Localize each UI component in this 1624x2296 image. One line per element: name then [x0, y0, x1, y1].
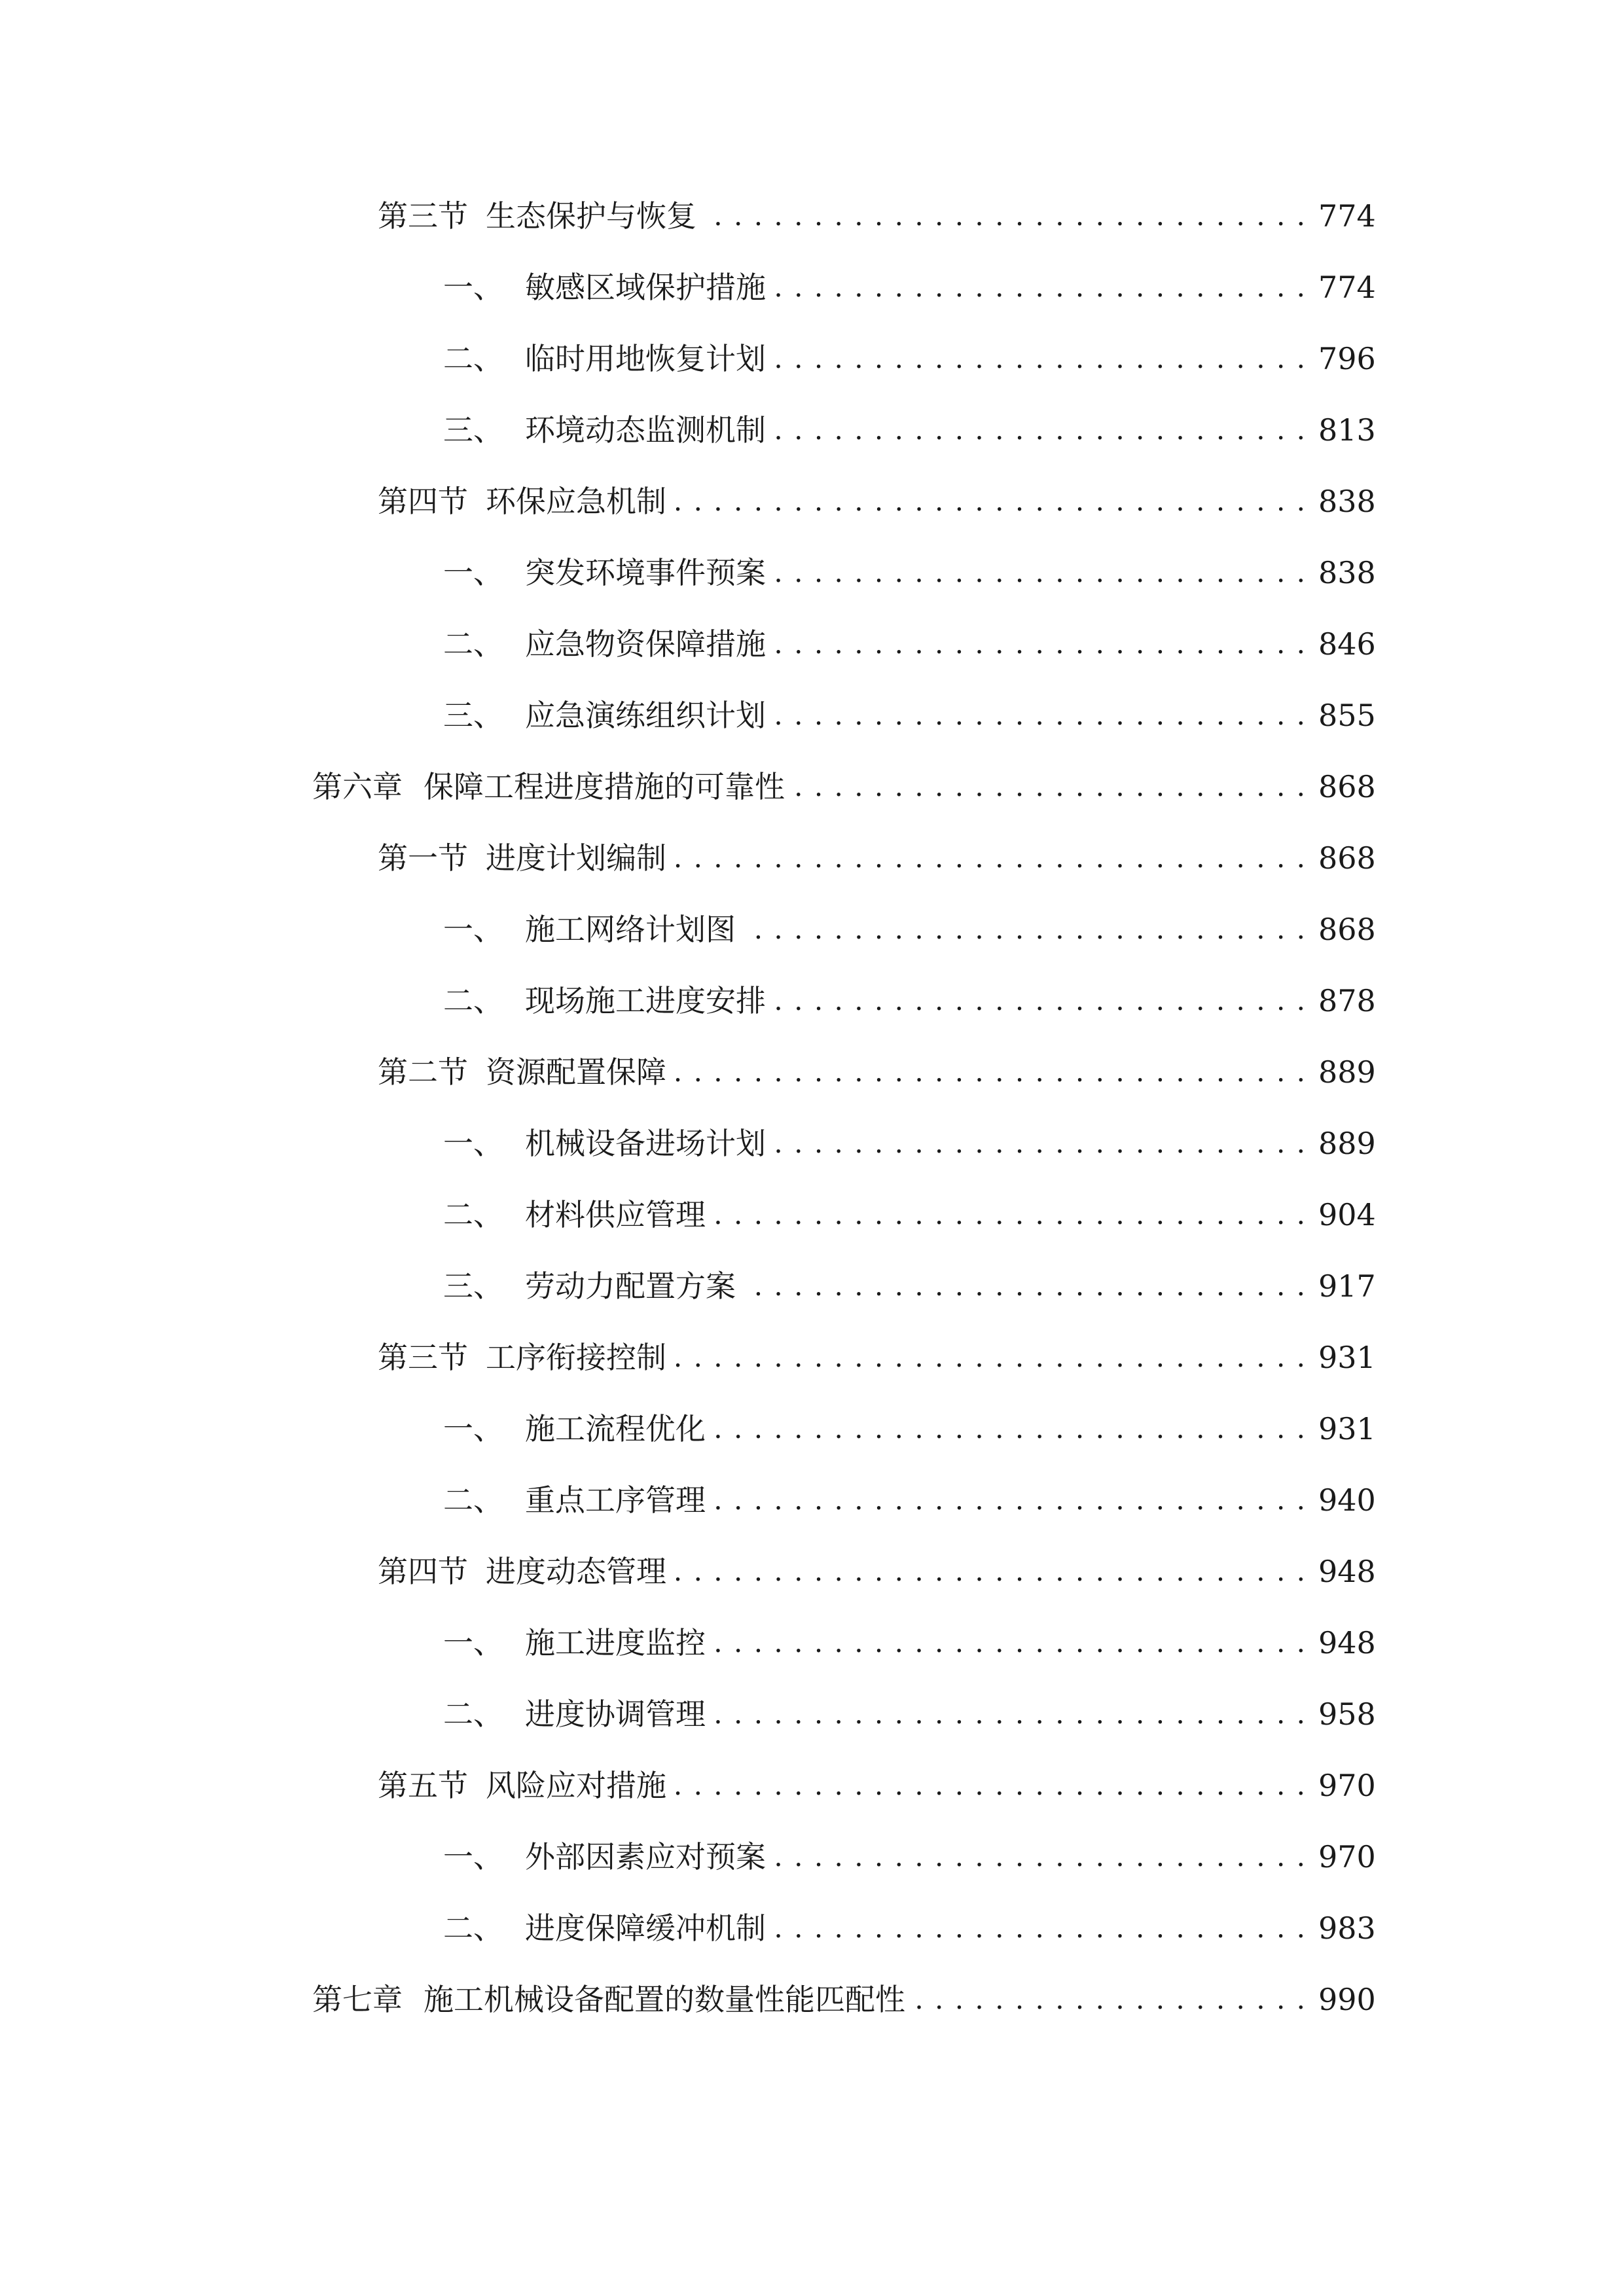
- toc-entry[interactable]: [443, 547, 1376, 599]
- toc-dot-leader: [715, 1403, 1307, 1455]
- toc-dot-leader: [775, 1902, 1307, 1954]
- toc-entry-title: 突发环境事件预案: [525, 555, 766, 590]
- toc-entry-number: 一、: [443, 1126, 503, 1161]
- toc-entry[interactable]: [443, 1474, 1376, 1526]
- toc-dot-leader: [676, 1331, 1307, 1384]
- toc-dot-leader: [775, 689, 1307, 742]
- toc-entry-number: 三、: [443, 1268, 503, 1304]
- toc-entry-title: 施工进度监控: [525, 1625, 706, 1660]
- toc-entry-page: 868: [1318, 840, 1376, 876]
- toc-dot-leader: [775, 547, 1307, 599]
- toc-entry[interactable]: [312, 1973, 1376, 2026]
- toc-entry-page: 904: [1318, 1197, 1376, 1232]
- toc-entry-page: 846: [1318, 626, 1376, 662]
- toc-entry-number: 第五节: [378, 1768, 468, 1803]
- toc-entry[interactable]: [443, 1617, 1376, 1669]
- toc-entry-number: 第三节: [378, 198, 468, 234]
- toc-entry-title: 风险应对措施: [486, 1768, 666, 1803]
- toc-entry-number: 三、: [443, 698, 503, 733]
- toc-entry-title: 保障工程进度措施的可靠性: [424, 769, 785, 804]
- toc-entry-number: 一、: [443, 1625, 503, 1660]
- toc-entry-page: 889: [1318, 1054, 1376, 1090]
- toc-entry[interactable]: [443, 618, 1376, 670]
- toc-entry-title: 应急演练组织计划: [525, 698, 766, 733]
- toc-dot-leader: [745, 903, 1307, 956]
- toc-entry-number: 第二节: [378, 1054, 468, 1090]
- toc-entry-page: 931: [1318, 1340, 1376, 1375]
- toc-entry-page: 948: [1318, 1554, 1376, 1589]
- toc-entry[interactable]: [378, 832, 1376, 884]
- toc-entry-title: 应急物资保障措施: [525, 626, 766, 662]
- toc-entry[interactable]: [378, 475, 1376, 528]
- toc-entry[interactable]: [378, 190, 1376, 242]
- toc-entry-page: 940: [1318, 1482, 1376, 1518]
- toc-entry-number: 二、: [443, 626, 503, 662]
- toc-entry-page: 796: [1318, 341, 1376, 376]
- toc-entry-page: 838: [1318, 484, 1376, 519]
- toc-dot-leader: [775, 1831, 1307, 1883]
- toc-dot-leader: [676, 1545, 1307, 1598]
- toc-entry-title: 环保应急机制: [486, 484, 666, 519]
- toc-entry[interactable]: [443, 903, 1376, 956]
- toc-entry-title: 进度保障缓冲机制: [525, 1910, 766, 1946]
- toc-entry-page: 868: [1318, 912, 1376, 947]
- toc-dot-leader: [775, 332, 1307, 385]
- toc-entry-title: 临时用地恢复计划: [525, 341, 766, 376]
- toc-entry-number: 第四节: [378, 1554, 468, 1589]
- toc-entry-number: 一、: [443, 270, 503, 305]
- toc-entry-number: 二、: [443, 341, 503, 376]
- toc-entry[interactable]: [312, 761, 1376, 813]
- toc-entry-page: 990: [1318, 1982, 1376, 2017]
- toc-entry-page: 931: [1318, 1411, 1376, 1446]
- toc-entry-page: 970: [1318, 1768, 1376, 1803]
- toc-entry-number: 第七章: [312, 1982, 403, 2017]
- toc-entry[interactable]: [443, 1117, 1376, 1170]
- toc-entry-page: 948: [1318, 1625, 1376, 1660]
- toc-entry-page: 970: [1318, 1839, 1376, 1874]
- toc-entry[interactable]: [443, 404, 1376, 456]
- toc-entry-title: 机械设备进场计划: [525, 1126, 766, 1161]
- toc-entry-page: 889: [1318, 1126, 1376, 1161]
- toc-dot-leader: [775, 261, 1307, 314]
- toc-entry-number: 一、: [443, 1411, 503, 1446]
- toc-entry-title: 外部因素应对预案: [525, 1839, 766, 1874]
- toc-dot-leader: [676, 1759, 1307, 1812]
- toc-entry[interactable]: [443, 1902, 1376, 1954]
- toc-entry-title: 施工流程优化: [525, 1411, 706, 1446]
- toc-entry-title: 环境动态监测机制: [525, 412, 766, 448]
- toc-entry-title: 工序衔接控制: [486, 1340, 666, 1375]
- toc-dot-leader: [775, 1117, 1307, 1170]
- toc-entry[interactable]: [378, 1046, 1376, 1098]
- toc-entry-number: 一、: [443, 1839, 503, 1874]
- toc-dot-leader: [706, 190, 1307, 242]
- toc-entry[interactable]: [443, 1403, 1376, 1455]
- toc-entry-number: 第一节: [378, 840, 468, 876]
- toc-dot-leader: [914, 1973, 1307, 2026]
- toc-entry[interactable]: [443, 1688, 1376, 1740]
- toc-entry-number: 一、: [443, 555, 503, 590]
- toc-entry-title: 施工网络计划图: [525, 912, 736, 947]
- toc-entry[interactable]: [378, 1545, 1376, 1598]
- toc-dot-leader: [676, 832, 1307, 884]
- toc-dot-leader: [794, 761, 1307, 813]
- toc-entry[interactable]: [443, 1831, 1376, 1883]
- toc-entry-number: 二、: [443, 1482, 503, 1518]
- toc-entry-number: 第三节: [378, 1340, 468, 1375]
- toc-entry-title: 劳动力配置方案: [525, 1268, 736, 1304]
- toc-entry-page: 917: [1318, 1268, 1376, 1304]
- toc-entry-title: 敏感区域保护措施: [525, 270, 766, 305]
- toc-entry[interactable]: [443, 975, 1376, 1027]
- toc-entry[interactable]: [443, 261, 1376, 314]
- toc-entry-title: 施工机械设备配置的数量性能匹配性: [424, 1982, 905, 2017]
- toc-entry-title: 进度协调管理: [525, 1696, 706, 1732]
- toc-entry[interactable]: [443, 689, 1376, 742]
- toc-dot-leader: [715, 1688, 1307, 1740]
- toc-entry-number: 第六章: [312, 769, 403, 804]
- toc-entry-page: 774: [1318, 270, 1376, 305]
- toc-entry-title: 现场施工进度安排: [525, 983, 766, 1018]
- toc-entry-number: 一、: [443, 912, 503, 947]
- toc-entry-page: 878: [1318, 983, 1376, 1018]
- toc-dot-leader: [715, 1617, 1307, 1669]
- toc-dot-leader: [715, 1189, 1307, 1241]
- toc-dot-leader: [676, 475, 1307, 528]
- toc-entry[interactable]: [443, 1189, 1376, 1241]
- toc-entry[interactable]: [378, 1759, 1376, 1812]
- toc-dot-leader: [715, 1474, 1307, 1526]
- toc-entry-title: 进度动态管理: [486, 1554, 666, 1589]
- toc-entry-page: 983: [1318, 1910, 1376, 1946]
- toc-dot-leader: [745, 1260, 1307, 1312]
- toc-entry-number: 第四节: [378, 484, 468, 519]
- toc-entry-title: 进度计划编制: [486, 840, 666, 876]
- toc-dot-leader: [775, 975, 1307, 1027]
- toc-dot-leader: [775, 404, 1307, 456]
- toc-entry-number: 二、: [443, 1696, 503, 1732]
- toc-entry-number: 二、: [443, 983, 503, 1018]
- toc-entry-page: 774: [1318, 198, 1376, 234]
- toc-entry-page: 855: [1318, 698, 1376, 733]
- toc-entry-title: 资源配置保障: [486, 1054, 666, 1090]
- toc-entry-number: 三、: [443, 412, 503, 448]
- toc-entry-page: 838: [1318, 555, 1376, 590]
- toc-entry-page: 958: [1318, 1696, 1376, 1732]
- toc-entry[interactable]: [378, 1331, 1376, 1384]
- toc-entry-title: 材料供应管理: [525, 1197, 706, 1232]
- toc-entry-number: 二、: [443, 1197, 503, 1232]
- toc-entry-page: 813: [1318, 412, 1376, 448]
- toc-entry-number: 二、: [443, 1910, 503, 1946]
- toc-entry[interactable]: [443, 1260, 1376, 1312]
- toc-entry[interactable]: [443, 332, 1376, 385]
- toc-dot-leader: [775, 618, 1307, 670]
- toc-dot-leader: [676, 1046, 1307, 1098]
- toc-entry-title: 生态保护与恢复: [486, 198, 696, 234]
- toc-entry-page: 868: [1318, 769, 1376, 804]
- toc-entry-title: 重点工序管理: [525, 1482, 706, 1518]
